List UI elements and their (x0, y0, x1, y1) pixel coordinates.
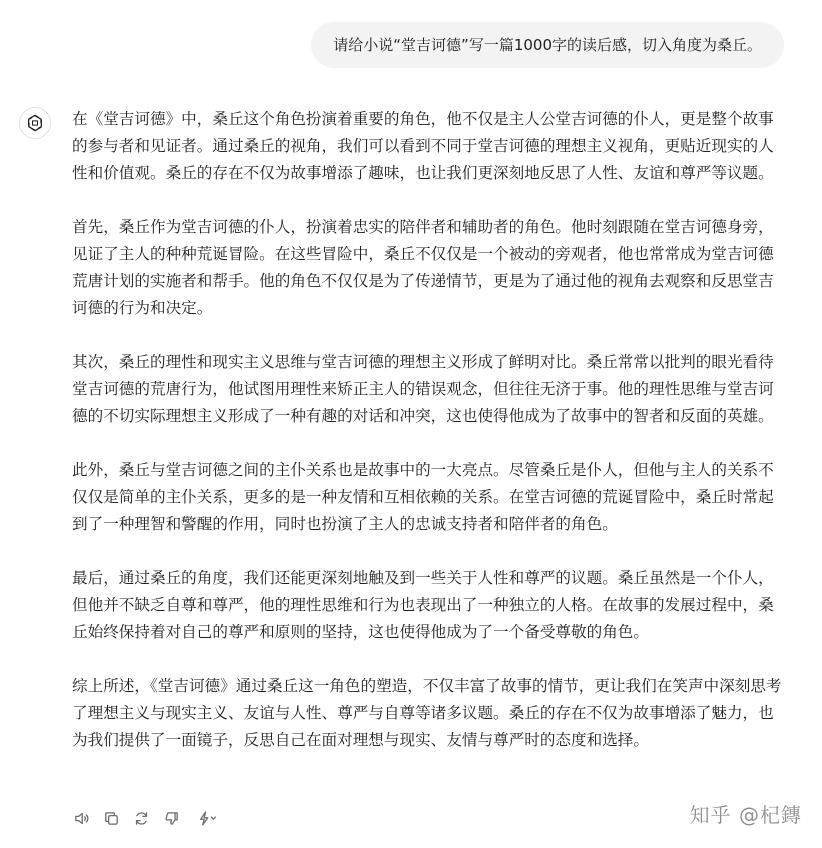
response-action-bar (72, 808, 222, 828)
model-switch-icon[interactable] (192, 809, 222, 827)
watermark: 知乎 @杞鏄 (689, 803, 802, 827)
response-paragraph-5: 最后，通过桑丘的角度，我们还能更深刻地触及到一些关于人性和尊严的议题。桑丘虽然是一个仆人，但他并不缺乏自尊和尊严，他的理性思维和行为也表现出了一种独立的人格。在故事的发展过程中，桑丘始终保持着对自己的尊严和原则的坚持，这也使得他成为了一个备受尊敬的角色。 (72, 569, 774, 641)
thumbs-down-icon[interactable] (162, 809, 180, 827)
speaker-icon[interactable] (72, 809, 90, 827)
assistant-response (72, 106, 784, 781)
response-paragraph-2: 首先，桑丘作为堂吉诃德的仆人，扮演着忠实的陪伴者和辅助者的角色。他时刻跟随在堂吉诃德身旁，见证了主人的种种荒诞冒险。在这些冒险中，桑丘不仅仅是一个被动的旁观者，他也常常成为堂吉诃德荒唐计划的实施者和帮手。他的角色不仅仅是为了传递情节，更是为了通过他的视角去观察和反思堂吉诃德的行为和决定。 (72, 218, 774, 317)
copy-icon[interactable] (102, 809, 120, 827)
response-paragraph-4: 此外，桑丘与堂吉诃德之间的主仆关系也是故事中的一大亮点。尽管桑丘是仆人，但他与主人的关系不仅仅是简单的主仆关系，更多的是一种友情和互相依赖的关系。在堂吉诃德的荒诞冒险中，桑丘时常起到了一种理智和警醒的作用，同时也扮演了主人的忠诚支持者和陪伴者的角色。 (72, 461, 774, 533)
response-paragraph-1: 在《堂吉诃德》中，桑丘这个角色扮演着重要的角色，他不仅是主人公堂吉诃德的仆人，更是整个故事的参与者和见证者。通过桑丘的视角，我们可以看到不同于堂吉诃德的理想主义视角，更贴近现实的人性和价值观。桑丘的存在不仅为故事增添了趣味，也让我们更深刻地反思了人性、友谊和尊严等议题。 (72, 110, 774, 182)
openai-logo-icon (19, 107, 51, 139)
response-paragraph-6: 综上所述，《堂吉诃德》通过桑丘这一角色的塑造，不仅丰富了故事的情节，更让我们在笑声中深刻思考了理想主义与现实主义、友谊与人性、尊严与自尊等诸多议题。桑丘的存在不仅为故事增添了魅力，也为我们提供了一面镜子，反思自己在面对理想与现实、友情与尊严时的态度和选择。 (72, 677, 782, 749)
regenerate-icon[interactable] (132, 809, 150, 827)
user-message-bubble: 请给小说“堂吉诃德”写一篇1000字的读后感，切入角度为桑丘。 (311, 22, 784, 68)
response-paragraph-3: 其次，桑丘的理性和现实主义思维与堂吉诃德的理想主义形成了鲜明对比。桑丘常常以批判的眼光看待堂吉诃德的荒唐行为，他试图用理性来矫正主人的错误观念，但往往无济于事。他的理性思维与堂吉诃德的不切实际理想主义形成了一种有趣的对话和冲突，这也使得他成为了故事中的智者和反面的英雄。 (72, 353, 774, 425)
